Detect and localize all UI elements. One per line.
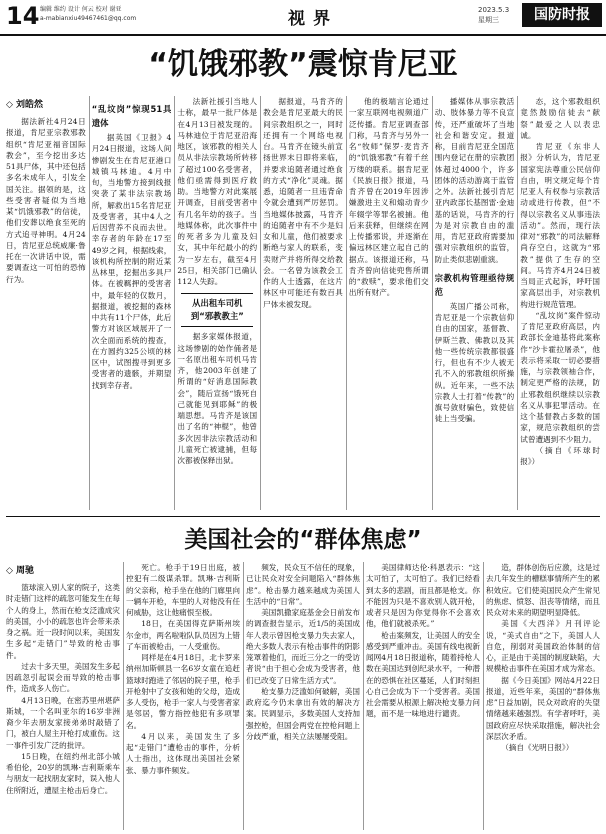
editor-email: a-mabianxiu49467461@qq.com	[40, 15, 137, 22]
issue-date: 2023.5.3	[478, 6, 510, 14]
paragraph: 枪支暴力泛滥如何破解，美国政府迄今仍未拿出有效的解决方案。民调显示，多数美国人支持加强控枪，但国会两党在控枪问题上分歧严重，相关立法屡屡受阻。	[246, 686, 360, 741]
paragraph: 他的极端言论通过一家互联网电视频道广泛传播。肯尼亚调查部门称，马肯齐与另外一名“牧师”保罗·麦肯齐的“饥饿邪教”有着千丝万缕的联系。据肯尼亚《民族日报》报道，马肯齐曾在2019年因涉嫌激进主义和煽动青少年辍学等罪名被捕。他后来获释，但继续在网上传播邪说，并逐渐在偏远林区建立起自己的据点。该报道还称，马肯齐曾向信徒兜售所谓的“救赎”，要求他们交出所有财产。	[348, 97, 429, 298]
issue-date-block	[478, 5, 509, 25]
paragraph: 据多家媒体报道，这场惨剧的始作俑者是一名原出租车司机马肯齐，他2003年创建了所谓的“好消息国际教会”，随后宣扬“饿死自己就能见到耶稣”的极端思想。马肯齐是该国出了名的“神棍”，他曾多次因非法宗教活动和儿童死亡被逮捕，但每次都被保释出狱。	[177, 332, 258, 465]
paragraph: 造，群体创伤后应激，这是过去几年发生的槽糕事情所产生的累积效应。它们使美国民众产生常见的焦虑、愤怒、沮丧等情绪，而且民众对未来的期望明显降低。	[486, 563, 600, 617]
paragraph: 据报道，马肯齐的教会是肯尼亚最大的民间宗教组织之一，同时还拥有一个网络电视台。马肯齐在镜头前宣扬世界末日即将来临，并要求追随者通过绝食的方式“净化”灵魂。据悉，追随者一旦违背命令就会遭到严厉惩罚。当地媒体披露，马肯齐的追随者中有不少是妇女和儿童，他们被要求断绝与家人的联系，变卖财产并将所得交给教会。一名曾为该教会工作的人士透露，在这片林区中可能还有数百具尸体未被发现。	[263, 97, 343, 309]
article1-column-2	[92, 96, 172, 510]
subheading: “乱坟岗”惊现51具遗体	[91, 104, 172, 128]
section-title: 视界	[288, 9, 338, 29]
article1-column-5	[349, 96, 429, 510]
article1-column-7	[520, 96, 600, 510]
paragraph: 频发，民众互不信任的现象，已让民众对安全问题陷入“群体焦虑”。枪击暴力越来越成为美国人生活中的“日常”。	[246, 563, 360, 606]
paragraph: 据《今日美国》网站4月22日报道，近些年来，美国的“群体焦虑”日益加剧，民众对政府的失望情绪越来越强烈。有学者呼吁，美国政府应尽快采取措施，解决社会深层次矛盾。	[486, 675, 600, 741]
article1-author: ◇ 刘皓然	[6, 100, 44, 110]
column-separator	[89, 96, 90, 510]
paragraph: 法新社援引当地人士称，最早一批尸体是在4月13日被发现的。马林迪位于肯尼亚沿海地区，该邪教的相关人员从非法宗教场所转移了超过100名受害者，他们亟需得到医疗救助。当地警方对此案展开调查，目前受害者中有几名年幼的孩子。当地媒体称，此次事件中的死者多为儿童及妇女，其中年纪最小的约为一岁左右，截至4月25日，相关部门已确认112人失踪。	[177, 97, 258, 286]
column-separator	[483, 562, 484, 830]
column-separator	[432, 96, 433, 510]
editor-line: 编辑 维约 设计 何云 校对 谢亚	[40, 6, 122, 13]
paragraph: “乱坟岗”案件惊动了肯尼亚政府高层，内政部长金迪基将此案称作“沙卡霍拉屠杀”，他表示将采取一切必要措施，与宗教领袖合作，制定更严格的法规，防止邪教组织继续以宗教名义从事犯罪活动。在这个基督教占多数的国家，规范宗教组织的尝试曾遭遇到不少阻力。	[520, 310, 600, 444]
paragraph: （摘自《环球时报》）	[520, 445, 600, 466]
column-separator	[346, 96, 347, 510]
article2-column-2	[126, 562, 240, 830]
subheading: 宗教机构管理亟待规范	[434, 272, 515, 297]
article1-column-4	[263, 96, 343, 510]
article1-headline: “饥饿邪教”震惊肯尼亚	[148, 47, 458, 82]
page-header	[0, 0, 606, 36]
paragraph: 18日，在美国得克萨斯州埃尔金市，两名啦啦队队员因为上错了车而被枪击，一人受重伤。	[126, 619, 240, 651]
paragraph: 肯尼亚《东非人报》分析认为，肯尼亚国家宪法尊重公民信仰自由，明文规定每个肯尼亚人有权参与宗教活动或进行传教，但“不得以宗教名义从事违法活动”。然而，现行法律对“邪教”的司法解释尚存空白，这就为“邪教”提供了生存的空间。马肯齐4月24日被当局正式起诉，呼吁国家高层出手，对宗教机构进行规范管理。	[520, 142, 600, 309]
column-separator	[243, 562, 244, 830]
article2-column-1	[6, 562, 120, 830]
column-separator	[123, 562, 124, 830]
column-separator	[363, 562, 364, 830]
article-divider	[6, 516, 600, 517]
newspaper-logo: 国防时报	[522, 3, 602, 27]
paragraph: 过去十多天里，美国发生多起因疏忽引起误会而导致的枪击事件，造成多人伤亡。	[6, 661, 120, 694]
paragraph: 死亡。枪手于19日出庭，被控犯有二级谋杀罪。凯琳·吉利斯的父亲称，枪手坐在他的门廊里向一辆车开枪，车里的人对他没有任何威胁，这让他痛恨至极。	[126, 563, 240, 617]
paragraph: 据法新社4月24日报道，肯尼亚宗教邪教组织“肯尼亚福音国际教会”，至今挖出多达51具尸体，其中还包括多名未成年人，引发全国关注。据领的是，这些受害者疑似为当地某“饥饿邪教”的信徒，他们安葬以绝食至死的方式追寻神明。4月24日，肯尼亚总统威廉·鲁托在一次讲话中说，需要调查这一可怕的恐怖行为。	[6, 117, 86, 284]
article1-column-1	[6, 96, 86, 510]
paragraph: 篮球滚入别人家的院子，这类时走错门这样的疏忽可能发生在每个人的身上，然而在枪支泛滥成灾的美国，小小的疏忽也许会带来杀身之祸。近一段时间以来，美国发生多起“走错门”导致的枪击事件。	[6, 583, 120, 660]
article1-column-6	[435, 96, 515, 510]
article2-column-3	[246, 562, 360, 830]
paragraph: 4月13日晚，在密苏里州堪萨斯城，一个名叫亚尔的16岁非洲裔少年去朋友家接弟弟时敲错了门，被白人屋主开枪打成重伤。这一事件引发广泛的批评。	[6, 695, 120, 750]
paragraph: 英国广播公司称，肯尼亚是一个宗教信仰自由的国家，基督教、伊斯兰教、佛教以及其他一些传统宗教都很盛行，但也有不少人被无孔不入的邪教组织所操纵。近年来，一些不法宗教人士打着“传教”的旗号敛财骗色，致使信徒上当受骗。	[434, 301, 515, 424]
paragraph: 播媒体从事宗教活动、肢体暴力等不良宣传，还严重破坏了当地社会和谐安定。报道称，目前肯尼亚全国范围内登记在册的宗教团体超过4000个，许多团体的活动游离于监管之外。法新社援引肯尼亚内政部长基图雷·金迪基的话说，马肯齐的行为是对宗教自由的滥用，肯尼亚政府需要加强对宗教组织的监管，防止类似悲剧重演。	[434, 97, 515, 264]
paragraph: 美国律师达伦·科恩表示：“这太可怕了，太可怕了。我们已经看到太多的悲剧，而且都是枪支。你不能因为只是不喜欢别人就开枪，或者只是因为你觉得你不会喜欢他，他们就被杀死。”	[366, 563, 480, 629]
paragraph: 美国凯撒家庭基金会日前发布的调查报告显示，近1/5的美国成年人表示曾因枪支暴力失去家人，绝大多数人表示有枪击事件的阴影笼罩着他们，而近三分之一的受访者说“由于担心会成为受害者，他们已改变了日常生活方式”。	[246, 608, 360, 685]
column-separator	[260, 96, 261, 510]
article1-column-3	[177, 96, 257, 510]
paragraph: 枪击案频发，让美国人的安全感受到严重冲击。美国有线电视新闻网4月18日报道称，随着持枪人数在美国达到创纪录水平，一种潜在的恐惧在社区蔓延，人们时刻担心自己会成为下一个受害者。美国社会需要从根源上解决枪支暴力问题，而不是一味地进行谴责。	[366, 630, 480, 719]
paragraph: 15日晚，在纽约州北部小城希伯伦，20岁的凯琳·吉利斯乘车与朋友一起找朋友家时，误入他人住所附近，遭屋主枪击后身亡。	[6, 751, 120, 795]
article2-column-5	[486, 562, 600, 830]
paragraph: 同样是在4月18日，北卡罗来纳州加斯顿县一名6岁女童在追赶篮球时跑进了邻居的院子里，枪手开枪射中了女孩和她的父母，造成多人受伤，枪手一家人与受害者家是邻居，警方指控他犯有多项罪名。	[126, 653, 240, 730]
paragraph: 据英国《卫报》4月24日报道，这场人间惨剧发生在肯尼亚港口城镇马林迪。4月中旬，当地警方接到线报突袭了某非法宗教场所，解救出15名肯尼亚及受害者，其中4人之后因营养不良而去世。幸存者的年龄在17至49岁之间，根据线索，该机构所控制的附近某丛林里，挖掘出多具尸体。在被羁押的受害者中，最年轻的仅数月，据报道，被挖掘的森林中共有11个尸体，此后警方对该区域展开了一次全面而系统的搜查，在方圆约325公顷的林区中，试图搜寻到更多受害者的遗骸，并期望找到幸存者。	[91, 133, 172, 390]
article2-author: ◇ 周驰	[6, 566, 35, 576]
paragraph: （摘自《光明日报》）	[501, 743, 574, 752]
paragraph: 态，这个邪教组织竟然鼓励信徒去“献祭”最爱之人以表忠诚。	[520, 97, 600, 140]
column-separator	[174, 96, 175, 510]
page-number: 14	[6, 2, 40, 30]
editor-info	[40, 5, 136, 23]
boxed-subheading: 从出租车司机到“邪教教主”	[181, 293, 253, 327]
article2-column-4	[366, 562, 480, 830]
column-separator	[517, 96, 518, 510]
article2-headline: 美国社会的“群体焦虑”	[184, 527, 422, 553]
issue-weekday: 星期三	[478, 16, 499, 24]
paragraph: 美国《大西洋》月刊评论说，“美式自由”之下，美国人人自危，削弱对美国政治体制的信心，正是由于美国的制度缺陷，大规模枪击事件在美国才成为常态。	[486, 619, 600, 674]
paragraph: 4月以来，美国发生了多起“走错门”遭枪击的事件，分析人士指出，这体现出美国社会紧张、暴力事件频发。	[126, 731, 240, 775]
